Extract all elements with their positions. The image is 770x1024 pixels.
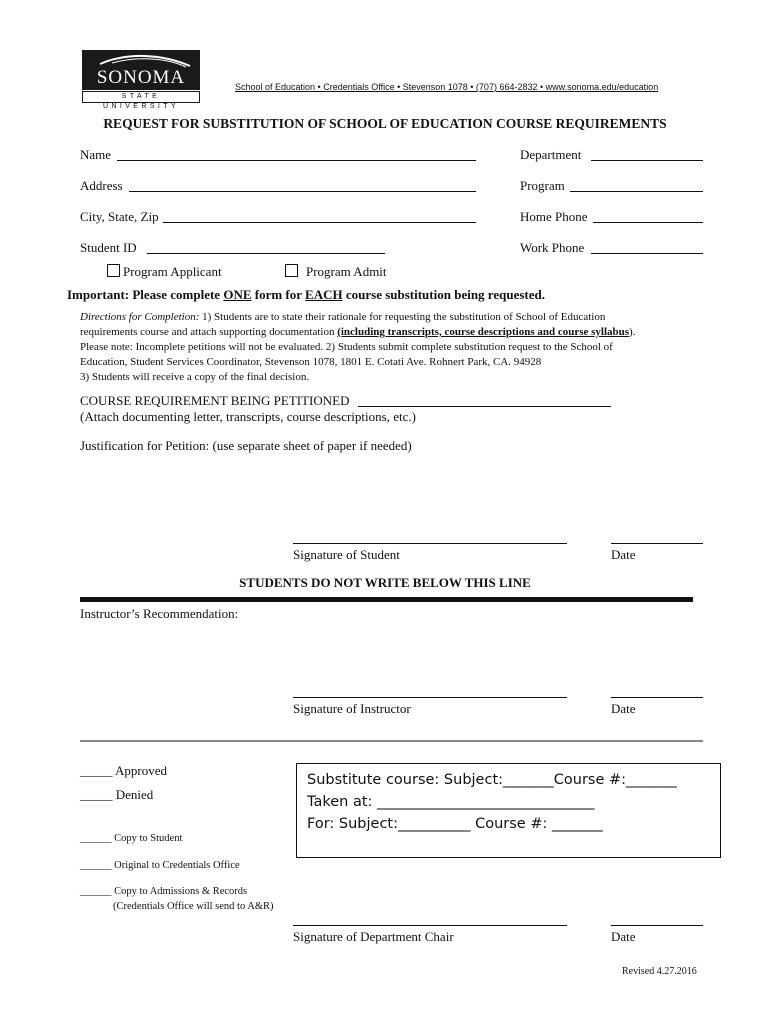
student-date-line[interactable] [611,543,703,544]
directions-line-3: Please note: Incomplete petitions will not be evaluated. 2) Students submit complete substitution request to the School of [80,341,613,353]
chair-date-label: Date [611,929,636,944]
thick-divider [80,597,693,602]
denied-option[interactable]: _____ Denied [80,787,154,802]
program-label: Program [520,178,565,193]
contact-line: School of Education • Credentials Office • Stevenson 1078 • (707) 664-2832 • www.sonoma.edu/education [235,82,659,92]
instructor-recommendation-label: Instructor’s Recommendation: [80,606,239,621]
city-state-zip-field[interactable] [163,222,476,223]
logo [82,50,200,110]
for-subject-line[interactable]: For: Subject:__________ Course #: _______ [307,816,603,832]
instructor-date-label: Date [611,701,636,716]
program-applicant-checkbox[interactable] [107,264,222,280]
directions-line-5: 3) Students will receive a copy of the final decision. [80,371,310,383]
course-requirement-field[interactable] [358,406,611,407]
logo-sub-text: STATE UNIVERSITY [82,91,200,103]
approved-option[interactable]: _____ Approved [80,763,168,778]
credentials-will-send-note: (Credentials Office will send to A&R) [113,901,274,912]
important-each: EACH [305,287,343,302]
chair-date-line[interactable] [611,925,703,926]
revised-date: Revised 4.27.2016 [622,966,697,977]
copy-to-admissions-option[interactable]: ______ Copy to Admissions & Records [80,886,248,897]
work-phone-field[interactable] [591,253,703,254]
name-label: Name [80,147,112,162]
original-to-credentials-option[interactable]: ______ Original to Credentials Office [80,860,240,871]
home-phone-label: Home Phone [520,209,588,224]
program-field[interactable] [570,191,703,192]
important-middle: form for [251,287,306,302]
page-title: REQUEST FOR SUBSTITUTION OF SCHOOL OF EDUCATION COURSE REQUIREMENTS [103,116,667,131]
directions-text-2b: (including transcripts, course descriptions and course syllabus [337,326,630,338]
directions-line-2 [80,325,635,340]
student-id-label: Student ID [80,240,137,255]
checkbox-icon[interactable] [285,264,298,277]
logo-block [82,50,200,90]
directions-line-4: Education, Student Services Coordinator, Stevenson 1078, 1801 E. Cotati Ave. Rohnert Park, CA. 94928 [80,356,542,368]
justification-label: Justification for Petition: (use separate sheet of paper if needed) [80,438,412,453]
directions-text-2c: ). [629,326,636,338]
substitute-course-line[interactable]: Substitute course: Subject:_______Course #:_______ [307,772,677,788]
taken-at-line[interactable]: Taken at: ______________________________ [307,794,595,810]
program-applicant-label: Program Applicant [123,264,222,279]
student-signature-line[interactable] [293,543,567,544]
department-label: Department [520,147,582,162]
home-phone-field[interactable] [593,222,703,223]
attach-note: (Attach documenting letter, transcripts, course descriptions, etc.) [80,409,416,424]
directions-line-1 [80,310,635,325]
work-phone-label: Work Phone [520,240,585,255]
important-suffix: course substitution being requested. [342,287,545,302]
address-label: Address [80,178,123,193]
important-notice [67,287,545,303]
logo-main-text: SONOMA [96,67,186,88]
signature-of-chair-label: Signature of Department Chair [293,929,454,944]
copy-to-student-option[interactable]: ______ Copy to Student [80,833,183,844]
program-admit-label: Program Admit [306,264,387,279]
directions-text-2a: requirements course and attach supporting documentation [80,326,338,338]
program-admit-checkbox[interactable] [285,264,387,280]
signature-of-student-label: Signature of Student [293,547,400,562]
name-field[interactable] [117,160,476,161]
chair-signature-line[interactable] [293,925,567,926]
department-field[interactable] [591,160,703,161]
address-field[interactable] [129,191,476,192]
substitution-box [296,763,721,858]
course-requirement-label: COURSE REQUIREMENT BEING PETITIONED [80,393,350,408]
important-prefix: Important: Please complete [67,287,224,302]
gray-divider [80,740,703,742]
student-date-label: Date [611,547,636,562]
student-id-field[interactable] [147,253,385,254]
directions-label: Directions for Completion: [80,311,200,323]
directions-text-1: 1) Students are to state their rationale for requesting the substitution of School of Education [199,311,606,323]
city-state-zip-label: City, State, Zip [80,209,159,224]
directions [80,310,635,385]
instructor-date-line[interactable] [611,697,703,698]
important-one: ONE [223,287,252,302]
instructor-signature-line[interactable] [293,697,567,698]
students-do-not-write: STUDENTS DO NOT WRITE BELOW THIS LINE [239,575,531,590]
checkbox-icon[interactable] [107,264,120,277]
signature-of-instructor-label: Signature of Instructor [293,701,411,716]
